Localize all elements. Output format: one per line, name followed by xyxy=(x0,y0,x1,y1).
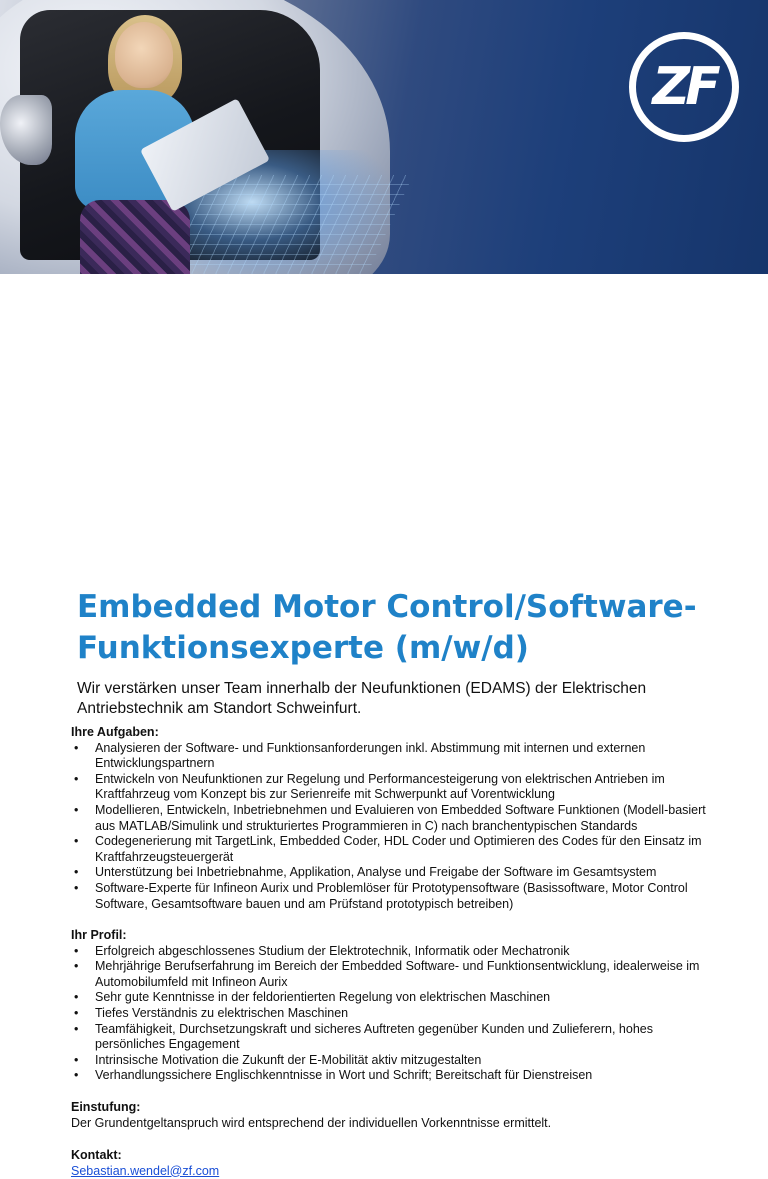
list-item: • Verhandlungssichere Englischkenntnisse in Wort und Schrift; Bereitschaft für Dienstreisen xyxy=(71,1068,711,1084)
list-item: • Software-Experte für Infineon Aurix und Problemlöser für Prototypensoftware (Basissoftware, Motor Control Software, Gesamtsoftware bauen und am Prüfstand prototypisch betreiben) xyxy=(71,881,711,912)
intro-text: Wir verstärken unser Team innerhalb der Neufunktionen (EDAMS) der Elektrischen Antriebstechnik am Standort Schweinfurt. xyxy=(77,680,647,717)
list-item: • Unterstützung bei Inbetriebnahme, Applikation, Analyse und Freigabe der Software im Gesamtsystem xyxy=(71,865,711,881)
list-item: • Tiefes Verständnis zu elektrischen Maschinen xyxy=(71,1006,711,1022)
einstufung-text: Der Grundentgeltanspruch wird entsprechend der individuellen Vorkenntnisse ermittelt. xyxy=(71,1115,552,1130)
einstufung-heading: Einstufung: xyxy=(71,1100,141,1114)
aufgaben-heading: Ihre Aufgaben: xyxy=(71,725,159,739)
person-legs xyxy=(80,200,190,274)
section-kontakt xyxy=(71,1148,711,1179)
profil-list xyxy=(71,944,711,1084)
section-aufgaben xyxy=(71,725,711,912)
list-item: • Teamfähigkeit, Durchsetzungskraft und sicheres Auftreten gegenüber Kunden und Zulieferern, hohes persönliches Engagement xyxy=(71,1022,711,1053)
profil-heading: Ihr Profil: xyxy=(71,928,127,942)
zf-logo xyxy=(629,32,739,142)
list-item: • Modellieren, Entwickeln, Inbetriebnehmen und Evaluieren von Embedded Software Funktionen (Modell-basiert aus MATLAB/Simulink und strukturiertes Programmieren in C) nach branchentypischen Standards xyxy=(71,803,711,834)
person-head xyxy=(115,22,173,88)
kontakt-heading: Kontakt: xyxy=(71,1148,122,1162)
contact-email-link[interactable]: Sebastian.wendel@zf.com xyxy=(71,1163,220,1178)
zf-logo-text: ZF xyxy=(652,57,716,117)
section-profil xyxy=(71,928,711,1084)
list-item: • Erfolgreich abgeschlossenes Studium der Elektrotechnik, Informatik oder Mechatronik xyxy=(71,944,711,960)
list-item: • Intrinsische Motivation die Zukunft der E-Mobilität aktiv mitzugestalten xyxy=(71,1053,711,1069)
list-item: • Mehrjährige Berufserfahrung im Bereich der Embedded Software- und Funktionsentwicklung, idealerweise im Automobilumfeld mit Infineon Aurix xyxy=(71,959,711,990)
list-item: • Sehr gute Kenntnisse in der feldorientierten Regelung von elektrischen Maschinen xyxy=(71,990,711,1006)
job-title: Embedded Motor Control/Software-Funktionsexperte (m/w/d) xyxy=(77,589,697,666)
list-item: • Entwickeln von Neufunktionen zur Regelung und Performancesteigerung von elektrischen Antrieben im Kraftfahrzeug vom Konzept bis zur Serienreife mit Schwerpunkt auf Vorentwicklung xyxy=(71,772,711,803)
aufgaben-list xyxy=(71,741,711,913)
section-einstufung xyxy=(71,1100,711,1131)
list-item: • Codegenerierung mit TargetLink, Embedded Coder, HDL Coder und Optimieren des Codes für den Einsatz im Kraftfahrzeugsteuergerät xyxy=(71,834,711,865)
hero-banner-image xyxy=(0,0,768,274)
list-item: • Analysieren der Software- und Funktionsanforderungen inkl. Abstimmung mit internen und externen Entwicklungspartnern xyxy=(71,741,711,772)
